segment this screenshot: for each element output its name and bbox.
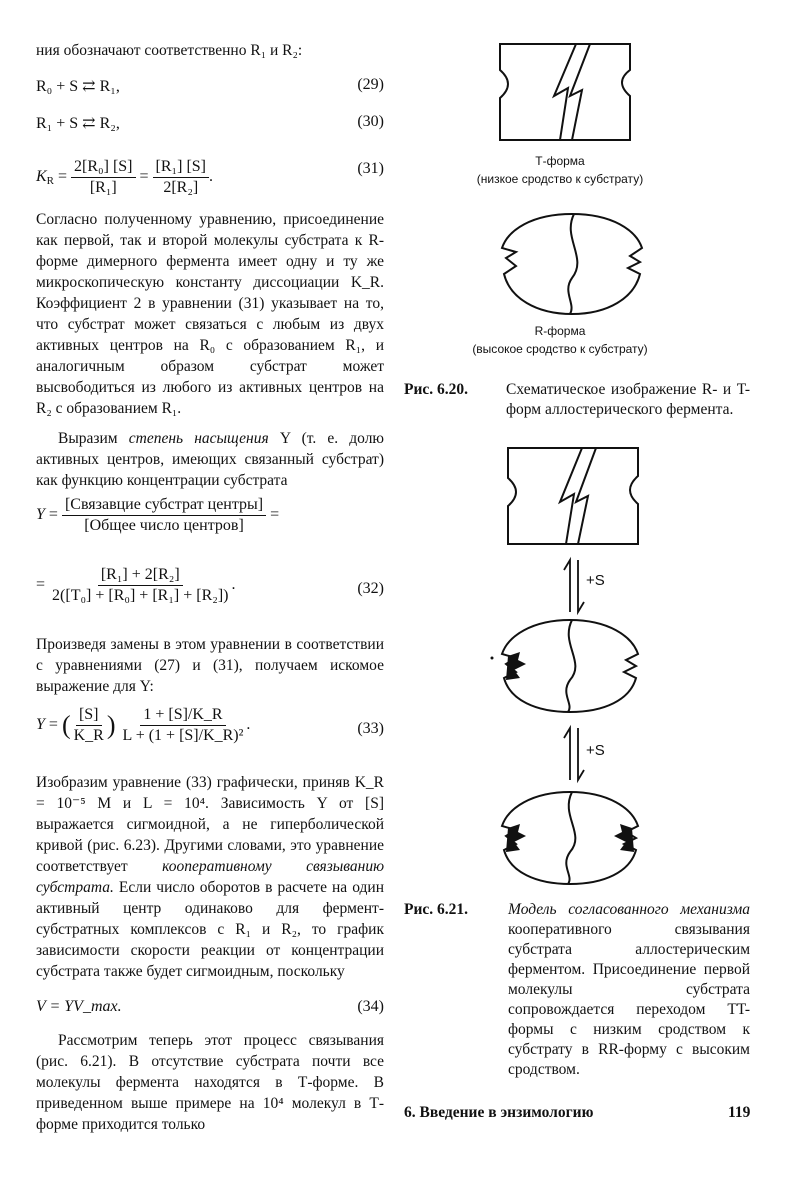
r-form-label: R-форма bbox=[534, 324, 586, 338]
equation-33: Y = ( $\frac{[S]}{K\_R}$ ) $\frac{1 + [S]/K\_R}{\text{L + (1 + [S]/K\_R)²}}$ . (33) bbox=[36, 706, 384, 744]
equation-34 bbox=[36, 998, 384, 1016]
eq30-number: (30) bbox=[357, 113, 384, 130]
eq31-fraction-1 bbox=[71, 158, 135, 197]
t-form-sub: (низкое сродство к субстрату) bbox=[476, 172, 644, 186]
paragraph-4 bbox=[36, 772, 384, 982]
tt-form-diagram bbox=[492, 444, 652, 550]
eq31-f1-num: 2[R₀] [S] bbox=[71, 158, 135, 178]
para4-b: Если число оборотов в расчете на один активный центр одинаково для фермент-субстратных комплексов с R₁ и R₂, то график зависимости скорости реакции от концентрации субстрата также будет сигмоидным, поскольку bbox=[36, 879, 384, 980]
eq31-number: (31) bbox=[357, 160, 384, 177]
t-form-label: Т-форма bbox=[535, 154, 585, 168]
eq34-body: V = YV_max. bbox=[36, 998, 122, 1015]
eqY-den: [Общее число центров] bbox=[84, 517, 244, 534]
eq31-f1-den: [R₁] bbox=[89, 179, 117, 196]
r-form-diagram bbox=[492, 208, 652, 320]
eq33-inner-num: [S] bbox=[76, 706, 102, 726]
t-form-diagram bbox=[490, 40, 640, 145]
paragraph-2 bbox=[36, 428, 384, 491]
equation-32: = $\frac{\text{[R₁] + 2[R₂]}}{\text{2([T₀] + [R₀] + [R₁] + [R₂])}}$ . (32) bbox=[36, 566, 384, 604]
plus-s-label-1: +S bbox=[586, 572, 605, 589]
para3-text: Произведя замены в этом уравнении в соответствии с уравнениями (27) и (31), получаем искомое выражение для Y: bbox=[36, 636, 384, 695]
eq31-f2-den: 2[R₂] bbox=[163, 179, 199, 196]
rr-form-diagram bbox=[490, 788, 650, 888]
eq33-inner-fraction bbox=[71, 706, 107, 745]
eq32-den: 2([T₀] + [R₀] + [R₁] + [R₂]) bbox=[52, 587, 229, 604]
eq34-number: (34) bbox=[357, 998, 384, 1015]
page-number: 119 bbox=[728, 1104, 751, 1121]
fig620-label: Рис. 6.20. bbox=[404, 381, 469, 398]
eq29-body: R₀ + S ⇄ R₁, bbox=[36, 78, 120, 95]
tr-form-diagram bbox=[490, 616, 650, 716]
running-footer-chapter: 6. Введение в энзимологию bbox=[404, 1104, 594, 1121]
para5-text: Рассмотрим теперь этот процесс связывания (рис. 6.21). В отсутствие субстрата почти все молекулы фермента находятся в Т-форме. В приведенном выше примере на 10⁴ молекул в Т-форме приходится только bbox=[36, 1032, 384, 1133]
para4-a: Изобразим уравнение (33) графически, приняв K_R = 10⁻⁵ M и L = 10⁴. Зависимость Y от [S] выражается сигмоидной, а не гиперболической кривой (рис. 6.23). Другими словами, это уравнение соответствует bbox=[36, 774, 384, 875]
para4-em: кооперативному связыванию субстрата. bbox=[36, 858, 384, 896]
r-form-caption bbox=[430, 322, 690, 358]
eq33-inner-den: K_R bbox=[73, 727, 104, 744]
t-form-caption bbox=[430, 152, 690, 188]
paragraph-5 bbox=[36, 1030, 384, 1135]
eq32-fraction bbox=[49, 566, 231, 605]
fig621-em: Модель согласованного механизма bbox=[508, 901, 750, 918]
eq31-k-sub: R bbox=[46, 175, 55, 188]
eq31-fraction-2 bbox=[153, 158, 209, 197]
eq32-number: (32) bbox=[357, 580, 384, 597]
plus-s-label-2: +S bbox=[586, 742, 605, 759]
para2-em: степень насыщения bbox=[128, 430, 269, 447]
intro-line bbox=[36, 40, 384, 61]
intro-text: ния обозначают соответственно R₁ и R₂: bbox=[36, 42, 303, 59]
equation-29 bbox=[36, 76, 384, 96]
eq33-number: (33) bbox=[357, 720, 384, 737]
eqY-num: [Связавцие субстрат центры] bbox=[62, 496, 266, 516]
eq33-fraction bbox=[120, 706, 247, 745]
equation-31: $K_R$ = $\frac{\text{2[R₀] [S]}}{\text{[R₁]}}$ = $\frac{\text{[R₁] [S]}}{\text{2[R₂]}}$ . (31) bbox=[36, 158, 384, 196]
eq32-num: [R₁] + 2[R₂] bbox=[98, 566, 183, 586]
r-form-sub: (высокое сродство к субстрату) bbox=[472, 342, 648, 356]
eq33-num: 1 + [S]/K_R bbox=[140, 706, 225, 726]
eq30-body: R₁ + S ⇄ R₂, bbox=[36, 115, 120, 132]
eqY-fraction bbox=[62, 496, 266, 535]
eq31-k: K bbox=[36, 168, 47, 186]
para2-b: Y (т. е. долю активных центров, имеющих связанный субстрат) как функцию концентрации субстрата bbox=[36, 430, 385, 489]
eq31-f2-num: [R₁] [S] bbox=[153, 158, 209, 178]
para1-text: Согласно полученному уравнению, присоединение как первой, так и второй молекулы субстрата к R-форме димерного фермента имеет одну и ту же микроскопическую константу диссоциации K_R. Коэффициент 2 в уравнении (31) указывает на то, что субстрат может связаться с любым из двух активных центров на R₀ с образованием R₁, и аналогичным образом субстрат может высвободиться из любого из активных центров на R₂ с образованием R₁. bbox=[36, 211, 384, 417]
equation-30 bbox=[36, 113, 384, 133]
para2-a: Выразим bbox=[58, 430, 129, 447]
fig621-label: Рис. 6.21. bbox=[404, 901, 469, 918]
paragraph-3 bbox=[36, 634, 384, 697]
eq33-den: L + (1 + [S]/K_R)² bbox=[122, 727, 244, 744]
figure-6-20-caption bbox=[404, 380, 750, 420]
figure-6-21-caption bbox=[404, 900, 750, 1080]
equation-Y: Y = $\frac{\text{[Связавцие субстрат центры]}}{\text{[Общее число центров]}}$ = bbox=[36, 496, 280, 534]
paragraph-1 bbox=[36, 209, 384, 419]
fig620-text: Схематическое изображение R- и T-форм аллостерического фермента. bbox=[506, 381, 750, 418]
fig621-text: кооперативного связывания субстрата аллостерическим ферментом. Присоединение первой молекулы субстрата сопровождается переходом TT-формы с низким сродством к субстрату в RR-форму с высоким сродством. bbox=[508, 921, 750, 1078]
eq29-number: (29) bbox=[357, 76, 384, 93]
